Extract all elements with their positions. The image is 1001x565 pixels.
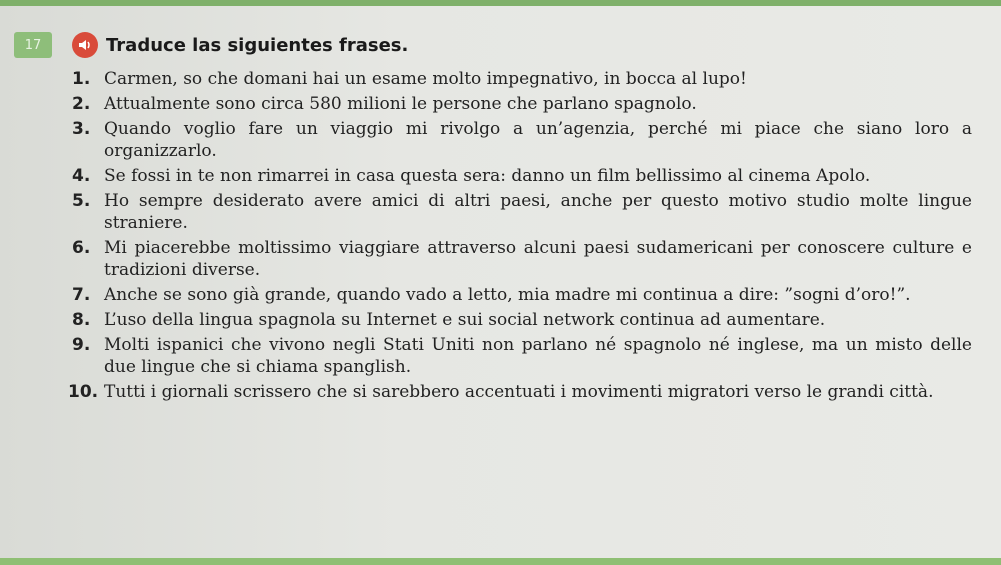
list-item: [72, 237, 972, 281]
list-item: [72, 165, 972, 187]
sentence-text: Attualmente sono circa 580 milioni le persone che parlano spagnolo.: [104, 94, 697, 114]
item-number: 7.: [72, 285, 91, 305]
list-item: [72, 118, 972, 162]
exercise-title: Traduce las siguientes frases.: [106, 34, 409, 56]
sentence-text: Anche se sono già grande, quando vado a letto, mia madre mi continua a dire: ”sogni d’oro!”.: [104, 285, 911, 305]
list-item: [72, 334, 972, 378]
item-number: 3.: [72, 119, 91, 139]
bottom-border: [0, 558, 1001, 565]
list-item: [72, 68, 972, 90]
sentence-text: Se fossi in te non rimarrei in casa questa sera: danno un film bellissimo al cinema Apolo.: [104, 166, 871, 186]
item-number: 5.: [72, 191, 91, 211]
list-item: [72, 284, 972, 306]
speaker-icon[interactable]: [72, 32, 98, 58]
exercise-number-badge: [14, 32, 52, 58]
exercise-number: 17: [24, 37, 42, 53]
sentence-text: Quando voglio fare un viaggio mi rivolgo a un’agenzia, perché mi piace che siano loro a organizzarlo.: [104, 119, 972, 161]
list-item: [68, 381, 972, 403]
item-number: 4.: [72, 166, 91, 186]
item-number: 9.: [72, 335, 91, 355]
sentence-text: Carmen, so che domani hai un esame molto impegnativo, in bocca al lupo!: [104, 69, 747, 89]
item-number: 2.: [72, 94, 91, 114]
item-number: 6.: [72, 238, 91, 258]
list-item: [72, 190, 972, 234]
exercise-header: [14, 29, 408, 61]
sentence-text: Ho sempre desiderato avere amici di altri paesi, anche per questo motivo studio molte lingue straniere.: [104, 191, 972, 233]
item-number: 8.: [72, 310, 91, 330]
sentence-text: Molti ispanici che vivono negli Stati Uniti non parlano né spagnolo né inglese, ma un misto delle due lingue che si chiama spanglish.: [104, 335, 972, 377]
list-item: [72, 309, 972, 331]
item-number: 10.: [68, 382, 99, 402]
sentence-text: L’uso della lingua spagnola su Internet e sui social network continua ad aumentare.: [104, 310, 826, 330]
item-number: 1.: [72, 69, 91, 89]
list-item: [72, 93, 972, 115]
sentence-text: Tutti i giornali scrissero che si sarebbero accentuati i movimenti migratori verso le grandi città.: [104, 382, 934, 402]
sentence-text: Mi piacerebbe moltissimo viaggiare attraverso alcuni paesi sudamericani per conoscere culture e tradizioni diverse.: [104, 238, 972, 280]
sentence-list: [68, 68, 972, 406]
textbook-page: [0, 6, 1001, 558]
